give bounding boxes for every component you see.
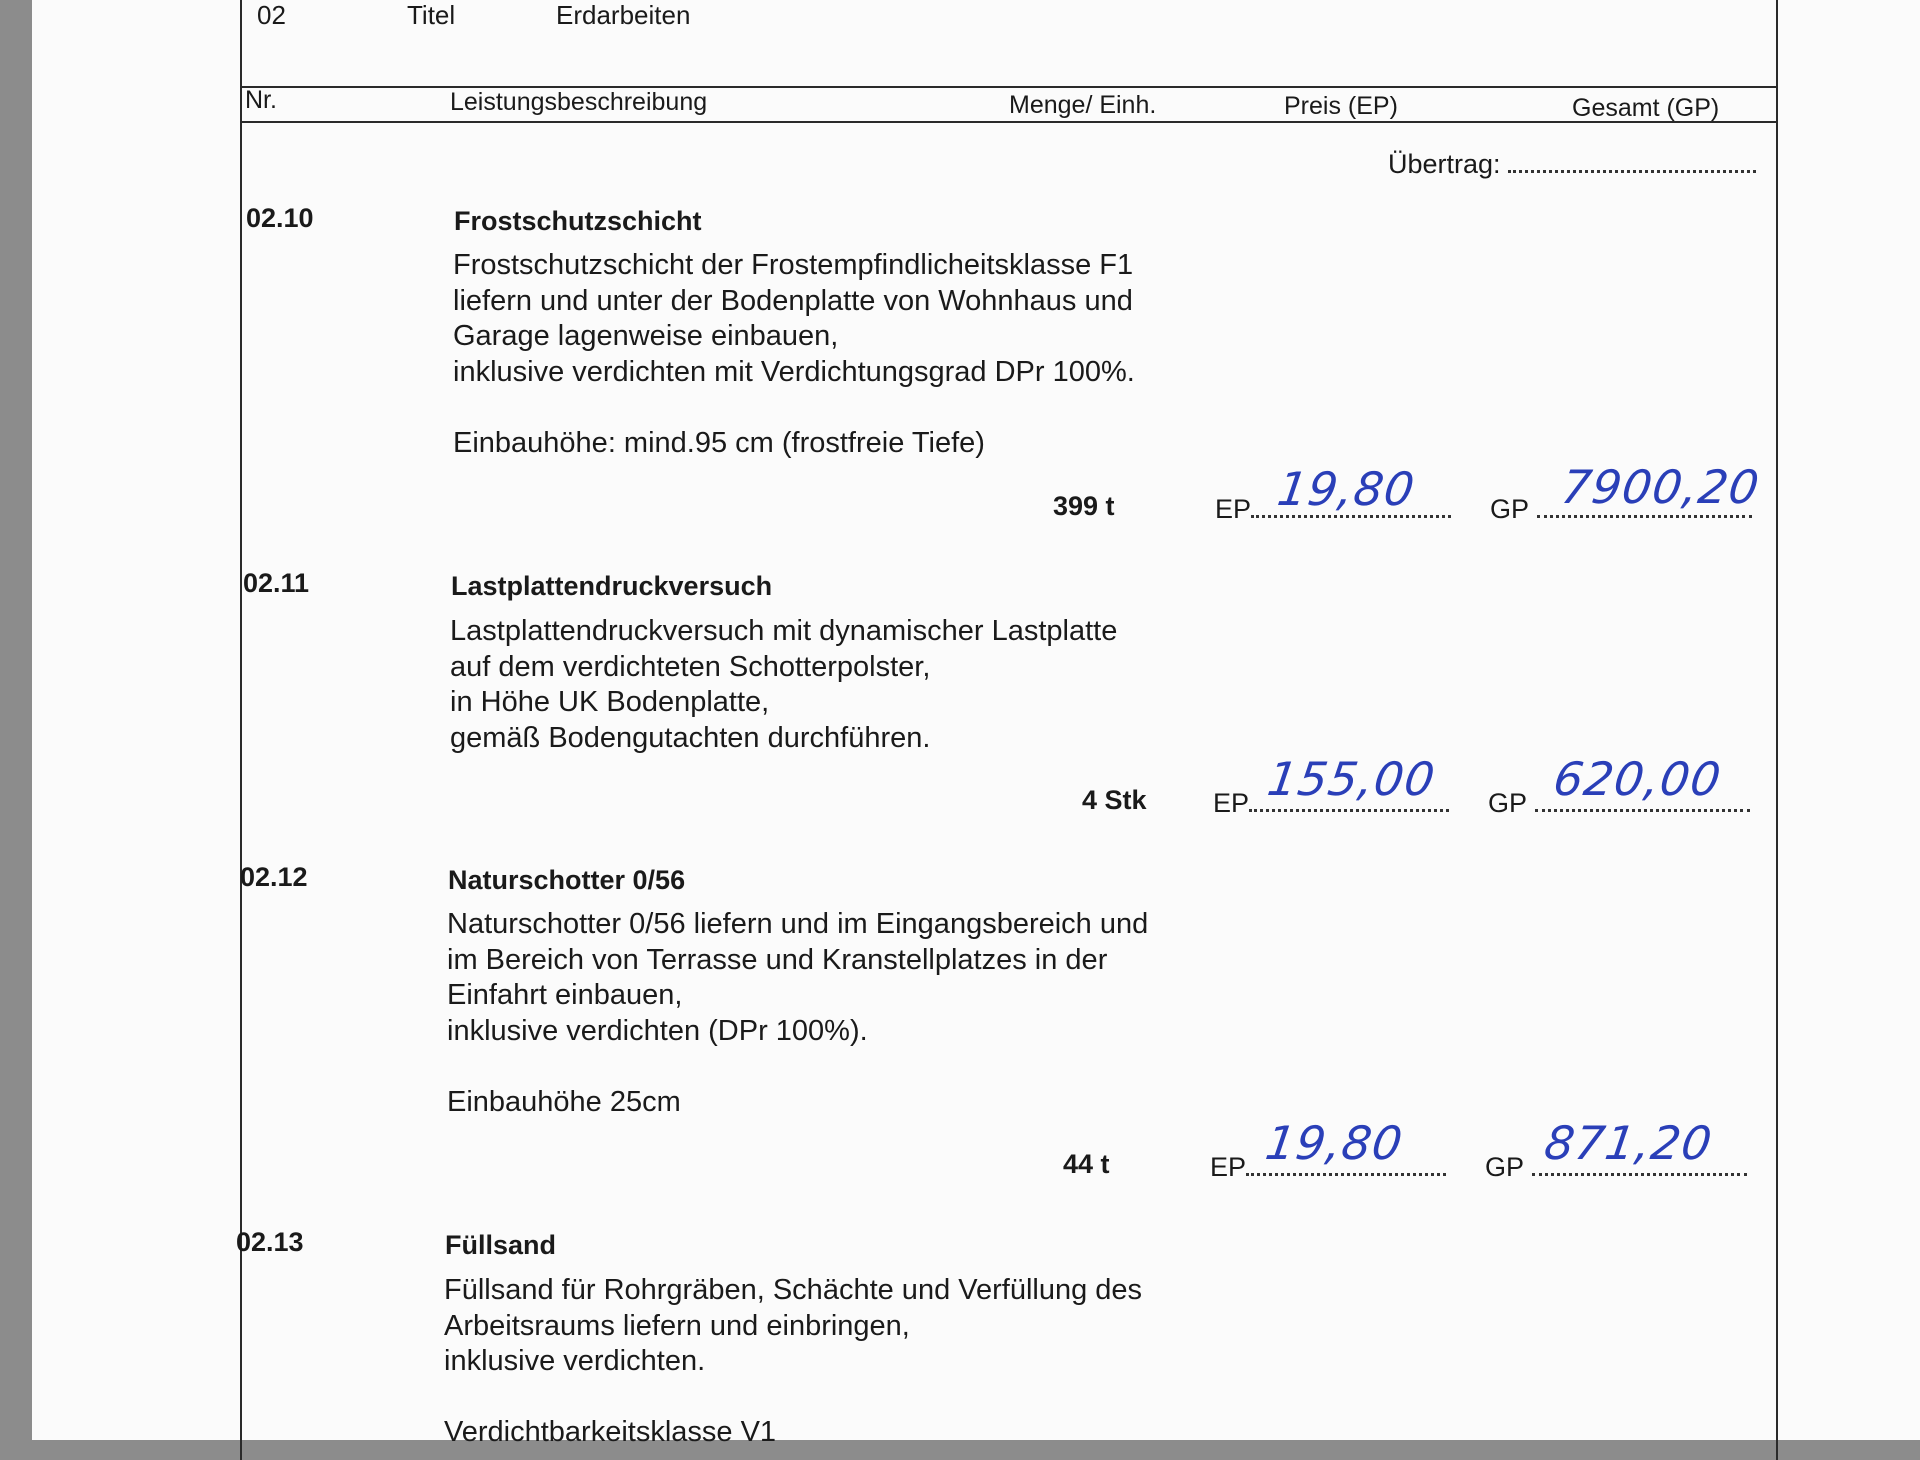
gp-label: GP <box>1490 494 1530 524</box>
item-title: Naturschotter 0/56 <box>448 865 686 895</box>
ep-handwritten-value: 155,00 <box>1264 752 1439 806</box>
header-bottom-rule <box>240 121 1776 123</box>
ep-handwritten-value: 19,80 <box>1274 462 1419 516</box>
item-quantity: 4 Stk <box>1082 785 1147 815</box>
ep-handwritten-value: 19,80 <box>1262 1116 1407 1170</box>
ep-label: EP <box>1210 1152 1247 1182</box>
column-quantity: Menge/ Einh. <box>1009 91 1157 119</box>
carryover-dotted-line <box>1508 146 1756 173</box>
gp-handwritten-value: 620,00 <box>1550 752 1725 806</box>
carryover <box>1388 146 1756 180</box>
item-title: Frostschutzschicht <box>454 206 702 236</box>
section-type-label: Titel <box>407 0 456 30</box>
item-description: Frostschutzschicht der Frostempfindlicheitsklasse F1 liefern und unter der Bodenplatte von Wohnhaus und Garage lagenweise einbauen, inklusive verdichten mit Verdichtungsgrad DPr 100%. Einbauhöhe: mind.95 cm (frostfreie Tiefe) <box>453 249 1135 459</box>
section-number: 02 <box>257 0 286 30</box>
column-nr: Nr. <box>245 86 277 114</box>
column-unit-price: Preis (EP) <box>1284 92 1398 120</box>
item-description: Lastplattendruckversuch mit dynamischer Lastplatte auf dem verdichteten Schotterpolster, in Höhe UK Bodenplatte, gemäß Bodengutachten durchführen. <box>450 615 1118 754</box>
item-title: Füllsand <box>445 1230 557 1260</box>
ep-label: EP <box>1213 788 1250 818</box>
item-description: Naturschotter 0/56 liefern und im Eingangsbereich und im Bereich von Terrasse und Kranstellplatzes in der Einfahrt einbauen, inklusive verdichten (DPr 100%). Einbauhöhe 25cm <box>447 908 1149 1118</box>
gp-label: GP <box>1488 788 1528 818</box>
item-quantity: 44 t <box>1063 1149 1110 1179</box>
carryover-label: Übertrag: <box>1388 149 1501 179</box>
column-total: Gesamt (GP) <box>1572 94 1720 122</box>
item-number: 02.11 <box>243 568 310 598</box>
item-quantity: 399 t <box>1053 491 1115 521</box>
column-description: Leistungsbeschreibung <box>450 88 708 116</box>
gp-handwritten-value: 7900,20 <box>1558 460 1764 514</box>
item-title: Lastplattendruckversuch <box>451 571 773 601</box>
section-title: Erdarbeiten <box>556 0 691 30</box>
item-number: 02.10 <box>246 203 314 233</box>
item-number: 02.13 <box>236 1227 304 1257</box>
item-number: 02.12 <box>240 862 308 892</box>
gp-handwritten-value: 871,20 <box>1541 1116 1716 1170</box>
item-description: Füllsand für Rohrgräben, Schächte und Verfüllung des Arbeitsraums liefern und einbringen, inklusive verdichten. Verdichtbarkeitsklasse V1 <box>444 1274 1143 1448</box>
ep-label: EP <box>1215 494 1252 524</box>
gp-label: GP <box>1485 1152 1525 1182</box>
